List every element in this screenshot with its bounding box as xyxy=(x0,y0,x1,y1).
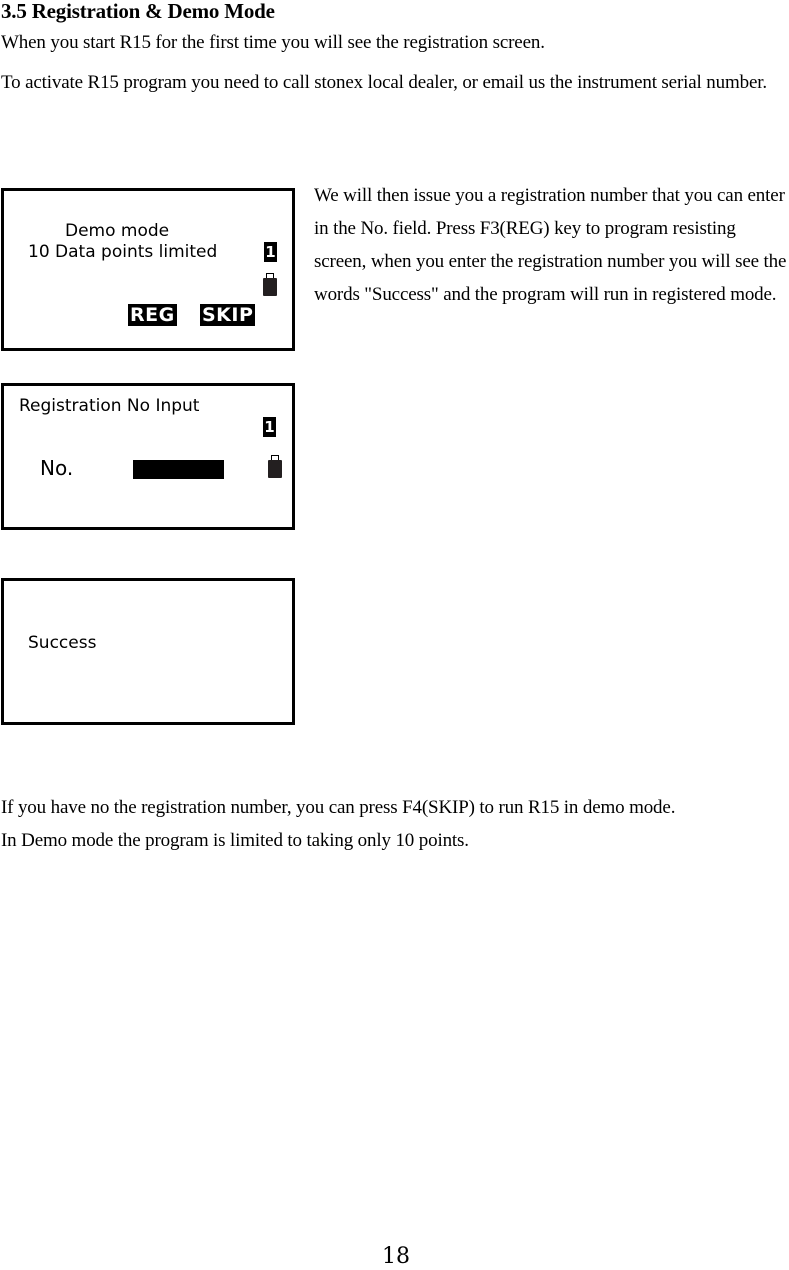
skip-line-1: If you have no the registration number, you can press F4(SKIP) to run R15 in demo mode. xyxy=(1,797,676,818)
skip-softkey[interactable]: SKIP xyxy=(202,304,254,326)
section-heading: 3.5 Registration & Demo Mode xyxy=(1,0,275,23)
battery-icon xyxy=(268,455,282,479)
registration-number-input[interactable] xyxy=(133,460,224,479)
skip-line-2: In Demo mode the program is limited to taking only 10 points. xyxy=(1,830,469,851)
demo-mode-screen xyxy=(1,188,295,351)
intro-paragraph: When you start R15 for the first time you will see the registration screen. xyxy=(1,32,545,53)
page-indicator-badge: 1 xyxy=(264,418,275,436)
registration-title: Registration No Input xyxy=(19,396,200,416)
demo-mode-subtitle: 10 Data points limited xyxy=(28,242,218,262)
registration-field-label: No. xyxy=(40,456,74,480)
success-message: Success xyxy=(28,633,97,653)
page-number: 18 xyxy=(382,1244,410,1269)
success-screen xyxy=(1,578,295,725)
activate-paragraph: To activate R15 program you need to call stonex local dealer, or email us the instrument serial number. xyxy=(1,72,767,93)
page-indicator-badge: 1 xyxy=(265,243,276,261)
skip-paragraph xyxy=(1,791,789,857)
register-paragraph: We will then issue you a registration number that you can enter in the No. field. Press F3(REG) key to program resisting screen, when you enter the registration number you will see the words "Success" and the program will run in registered mode. xyxy=(314,185,787,305)
registration-input-screen xyxy=(1,383,295,530)
reg-softkey[interactable]: REG xyxy=(130,304,175,326)
battery-icon xyxy=(263,273,277,297)
demo-mode-title: Demo mode xyxy=(65,221,170,241)
